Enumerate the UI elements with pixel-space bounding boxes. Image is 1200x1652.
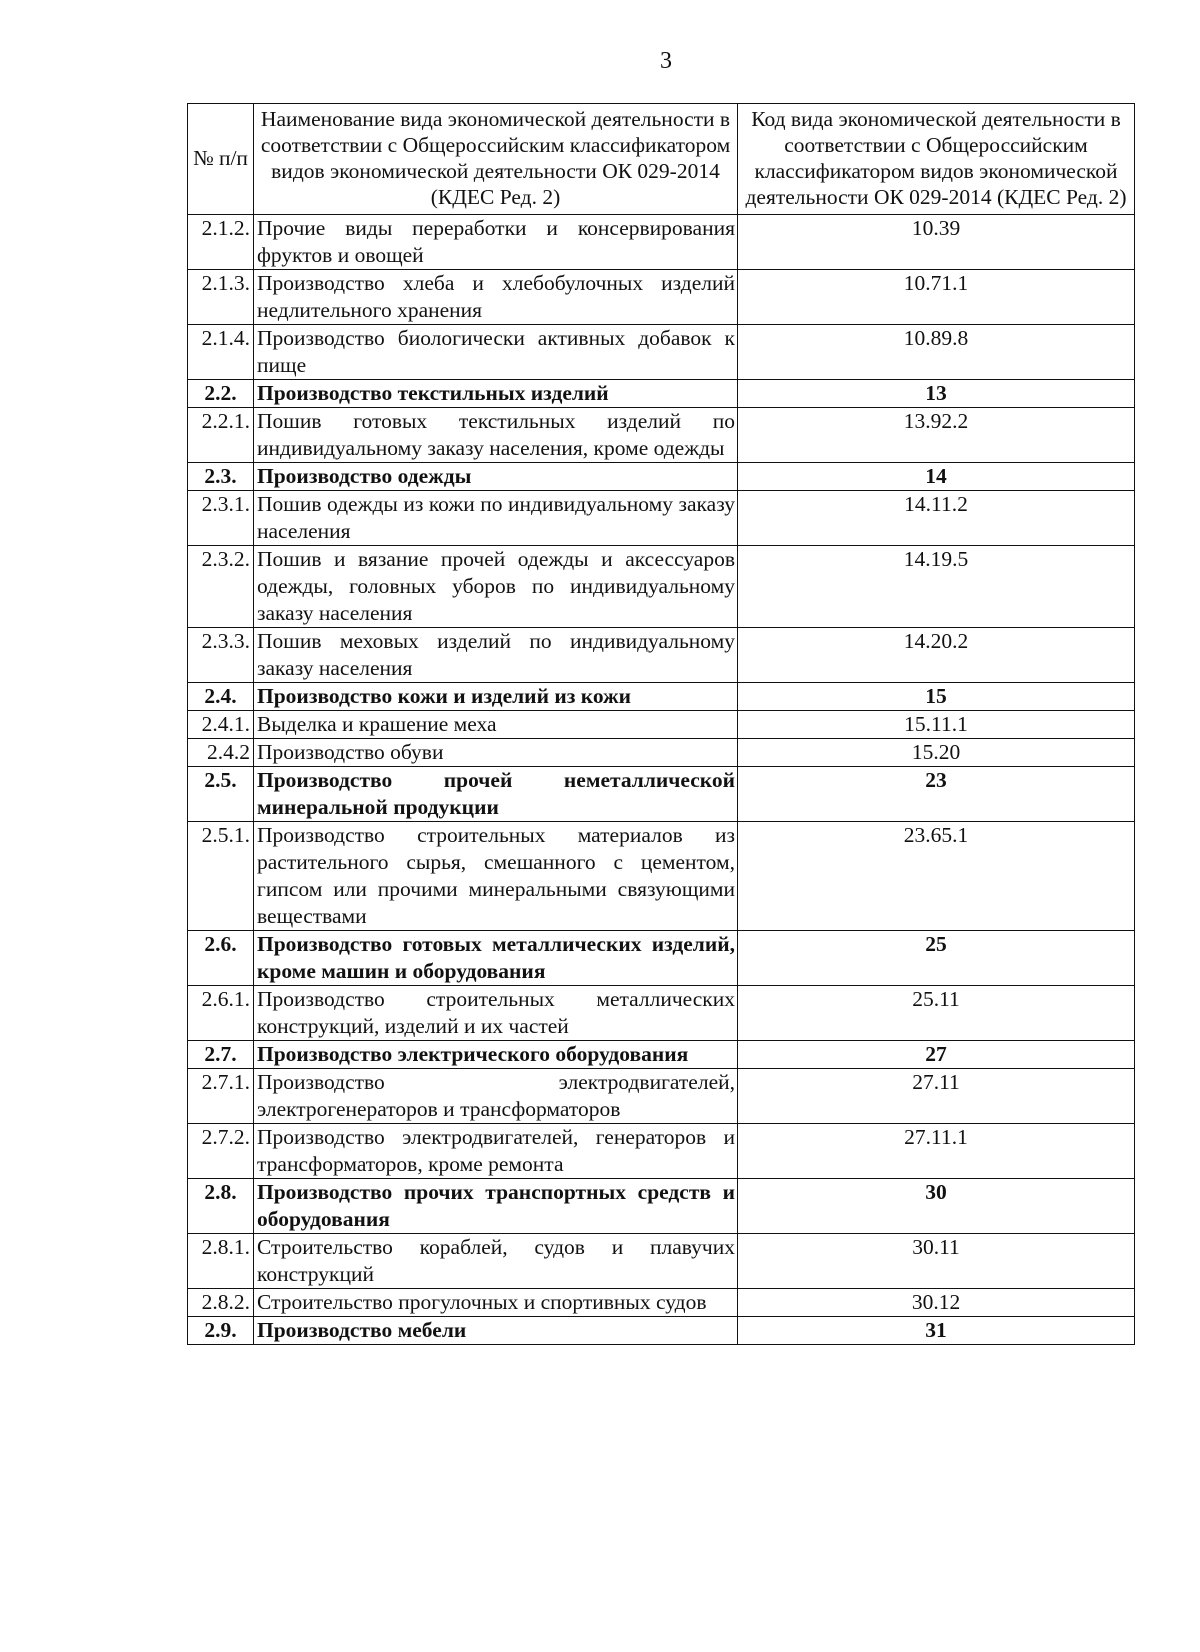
row-number: 2.5.1. (188, 822, 254, 931)
activity-code: 10.89.8 (738, 325, 1135, 380)
section-row (188, 1179, 1135, 1234)
activity-name: Пошив и вязание прочей одежды и аксессуаров одежды, головных уборов по индивидуальному заказу населения (254, 546, 738, 628)
activity-code: 23 (738, 767, 1135, 822)
page-number: 3 (660, 48, 672, 74)
table-header-row (188, 104, 1135, 215)
row-number: 2.6.1. (188, 986, 254, 1041)
activity-name: Выделка и крашение меха (254, 711, 738, 739)
row-number: 2.8.2. (188, 1289, 254, 1317)
activity-name: Производство готовых металлических изделий, кроме машин и оборудования (254, 931, 738, 986)
row-number: 2.4. (188, 683, 254, 711)
table-row (188, 408, 1135, 463)
activity-code: 23.65.1 (738, 822, 1135, 931)
activity-name: Производство прочей неметаллической минеральной продукции (254, 767, 738, 822)
row-number: 2.4.1. (188, 711, 254, 739)
table-row (188, 628, 1135, 683)
section-row (188, 931, 1135, 986)
activity-name: Пошив меховых изделий по индивидуальному заказу населения (254, 628, 738, 683)
number-column-header: № п/п (188, 104, 254, 215)
activity-code: 14.20.2 (738, 628, 1135, 683)
activity-code: 13 (738, 380, 1135, 408)
row-number: 2.7. (188, 1041, 254, 1069)
activity-code: 27.11 (738, 1069, 1135, 1124)
row-number: 2.3.2. (188, 546, 254, 628)
name-column-header: Наименование вида экономической деятельности в соответствии с Общероссийским классификатором видов экономической деятельности ОК 029-2014 (КДЕС Ред. 2) (254, 104, 738, 215)
table-body (188, 215, 1135, 1345)
activity-name: Производство хлеба и хлебобулочных изделий недлительного хранения (254, 270, 738, 325)
table-row (188, 491, 1135, 546)
table-row (188, 1124, 1135, 1179)
row-number: 2.9. (188, 1317, 254, 1345)
table-row (188, 822, 1135, 931)
activity-name: Производство биологически активных добавок к пище (254, 325, 738, 380)
row-number: 2.7.2. (188, 1124, 254, 1179)
activity-name: Производство электродвигателей, электрогенераторов и трансформаторов (254, 1069, 738, 1124)
activity-code: 27.11.1 (738, 1124, 1135, 1179)
activity-code: 10.71.1 (738, 270, 1135, 325)
table-row (188, 215, 1135, 270)
activity-name: Производство электрического оборудования (254, 1041, 738, 1069)
row-number: 2.3.1. (188, 491, 254, 546)
section-row (188, 463, 1135, 491)
activity-code: 30 (738, 1179, 1135, 1234)
row-number: 2.3.3. (188, 628, 254, 683)
activity-name: Пошив готовых текстильных изделий по индивидуальному заказу населения, кроме одежды (254, 408, 738, 463)
activity-name: Производство строительных металлических конструкций, изделий и их частей (254, 986, 738, 1041)
table-row (188, 270, 1135, 325)
activity-name: Пошив одежды из кожи по индивидуальному заказу населения (254, 491, 738, 546)
activity-name: Строительство прогулочных и спортивных судов (254, 1289, 738, 1317)
activity-code: 13.92.2 (738, 408, 1135, 463)
activity-code: 14 (738, 463, 1135, 491)
section-row (188, 767, 1135, 822)
activity-code: 31 (738, 1317, 1135, 1345)
activity-code: 25 (738, 931, 1135, 986)
row-number: 2.1.3. (188, 270, 254, 325)
activity-code: 30.12 (738, 1289, 1135, 1317)
okved-table (187, 103, 1135, 1345)
activity-name: Производство электродвигателей, генераторов и трансформаторов, кроме ремонта (254, 1124, 738, 1179)
row-number: 2.2.1. (188, 408, 254, 463)
row-number: 2.3. (188, 463, 254, 491)
activity-name: Производство строительных материалов из растительного сырья, смешанного с цементом, гипсом или прочими минеральными связующими веществами (254, 822, 738, 931)
row-number: 2.2. (188, 380, 254, 408)
activity-code: 15.20 (738, 739, 1135, 767)
activity-code: 14.11.2 (738, 491, 1135, 546)
row-number: 2.4.2 (188, 739, 254, 767)
activity-name: Производство мебели (254, 1317, 738, 1345)
activity-name: Производство кожи и изделий из кожи (254, 683, 738, 711)
activity-code: 15.11.1 (738, 711, 1135, 739)
activity-code: 25.11 (738, 986, 1135, 1041)
activity-code: 10.39 (738, 215, 1135, 270)
table-row (188, 325, 1135, 380)
row-number: 2.6. (188, 931, 254, 986)
row-number: 2.1.2. (188, 215, 254, 270)
activity-code: 27 (738, 1041, 1135, 1069)
activity-name: Производство обуви (254, 739, 738, 767)
row-number: 2.1.4. (188, 325, 254, 380)
activity-code: 15 (738, 683, 1135, 711)
section-row (188, 1041, 1135, 1069)
activity-name: Производство текстильных изделий (254, 380, 738, 408)
activity-name: Строительство кораблей, судов и плавучих конструкций (254, 1234, 738, 1289)
activity-name: Производство прочих транспортных средств и оборудования (254, 1179, 738, 1234)
row-number: 2.8. (188, 1179, 254, 1234)
section-row (188, 1317, 1135, 1345)
table-row (188, 986, 1135, 1041)
code-column-header: Код вида экономической деятельности в соответствии с Общероссийским классификатором видов экономической деятельности ОК 029-2014 (КДЕС Ред. 2) (738, 104, 1135, 215)
row-number: 2.8.1. (188, 1234, 254, 1289)
activity-name: Прочие виды переработки и консервирования фруктов и овощей (254, 215, 738, 270)
table-row (188, 546, 1135, 628)
table-row (188, 1289, 1135, 1317)
row-number: 2.7.1. (188, 1069, 254, 1124)
table-row (188, 711, 1135, 739)
activity-name: Производство одежды (254, 463, 738, 491)
table-row (188, 1069, 1135, 1124)
activity-code: 30.11 (738, 1234, 1135, 1289)
table-row (188, 1234, 1135, 1289)
section-row (188, 380, 1135, 408)
row-number: 2.5. (188, 767, 254, 822)
section-row (188, 683, 1135, 711)
table-row (188, 739, 1135, 767)
activity-code: 14.19.5 (738, 546, 1135, 628)
